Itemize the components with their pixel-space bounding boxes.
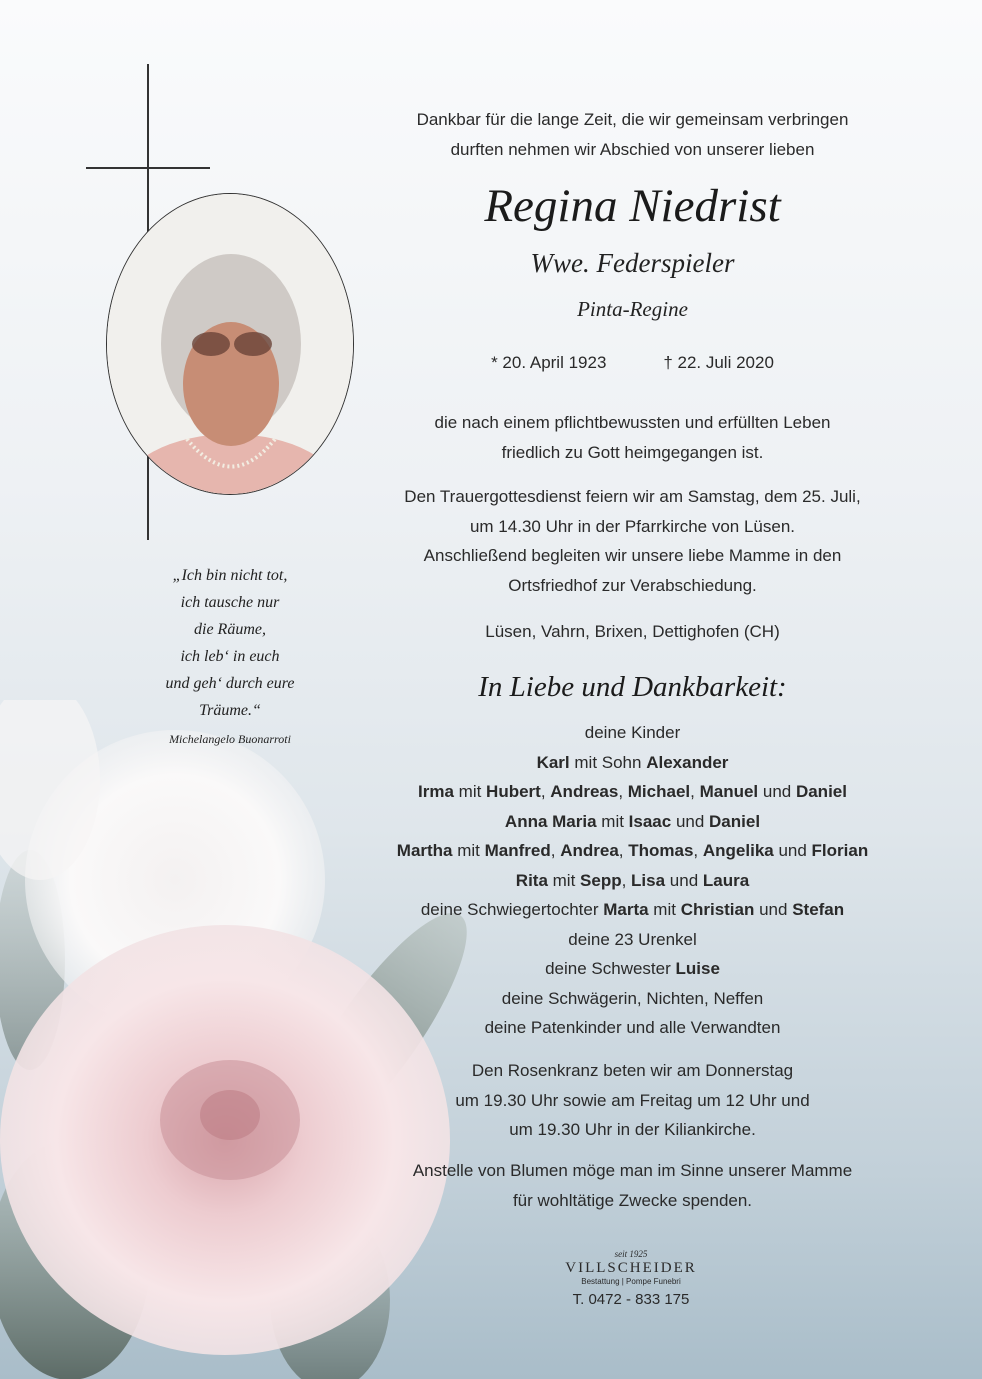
mourner-name: Sepp	[580, 870, 622, 890]
service-line: um 14.30 Uhr in der Pfarrkirche von Lüsen.	[469, 516, 796, 536]
quote-line: und geh‘ durch eure	[165, 675, 295, 692]
mourner-line	[385, 748, 880, 778]
rosary-line: um 19.30 Uhr in der Kiliankirche.	[509, 1120, 756, 1139]
funeral-home-since: seit 1925	[614, 1249, 648, 1259]
quote-line: Träume.“	[199, 702, 261, 719]
mourner-text: deine Patenkinder und alle Verwandten	[484, 1018, 781, 1037]
mourner-line	[385, 984, 880, 1014]
service-line: Ortsfriedhof zur Verabschiedung.	[508, 575, 757, 595]
mourner-name: Andreas	[550, 782, 619, 801]
mourner-text: und	[773, 841, 812, 860]
mourner-text: ,	[550, 841, 561, 860]
service-line: Anschließend begleiten wir unsere liebe Mamme in den	[423, 546, 842, 565]
passing-text	[385, 408, 880, 467]
mourner-text: ,	[540, 782, 551, 801]
birth-date: * 20. April 1923	[491, 353, 607, 372]
rosary-line: um 19.30 Uhr sowie am Freitag um 12 Uhr und	[455, 1090, 810, 1110]
funeral-home-phone: T. 0472 - 833 175	[572, 1291, 690, 1308]
quote-line: ich tausche nur	[180, 594, 280, 611]
mourner-text: ,	[621, 870, 632, 890]
death-date: † 22. Juli 2020	[663, 353, 774, 372]
deceased-name: Regina Niedrist	[484, 180, 781, 232]
mourners-list	[385, 718, 880, 1043]
mourner-name: Angelika	[702, 841, 774, 860]
mourner-name: Daniel	[709, 811, 761, 831]
service-line: Den Trauergottesdienst feiern wir am Samstag, dem 25. Juli,	[404, 487, 861, 506]
dates-row	[385, 348, 880, 378]
funeral-home-logo	[531, 1249, 731, 1311]
mourner-name: Anna Maria	[504, 811, 597, 831]
mourner-name: Stefan	[792, 900, 845, 919]
funeral-home-tagline: Bestattung | Pompe Funebri	[581, 1277, 681, 1286]
mourner-text: deine Schwester	[545, 959, 676, 978]
mourner-name: Manuel	[699, 782, 759, 801]
mourner-text: deine Schwägerin, Nichten, Neffen	[501, 988, 764, 1008]
widow-of: Wwe. Federspieler	[530, 248, 735, 278]
mourner-text: ,	[618, 782, 628, 801]
mourner-text: deine Schwiegertochter	[420, 900, 604, 919]
mourner-name: Lisa	[631, 870, 666, 890]
mourner-text: mit	[547, 870, 581, 890]
nickname-block	[385, 294, 880, 324]
service-text	[385, 482, 880, 600]
mourner-text: ,	[690, 782, 700, 801]
intro-line: Dankbar für die lange Zeit, die wir gemeinsam verbringen	[416, 110, 849, 129]
mourner-name: Daniel	[795, 782, 847, 801]
mourner-name: Christian	[680, 900, 755, 919]
portrait-photo	[106, 193, 354, 495]
mourner-name: Luise	[675, 959, 720, 978]
mourner-line	[385, 895, 880, 925]
funeral-home-name: VILLSCHEIDER	[565, 1260, 697, 1276]
mourner-text: und	[758, 782, 796, 801]
mourners-heading-block	[385, 668, 880, 706]
quote-line: ich leb‘ in euch	[180, 648, 280, 665]
intro-text	[385, 105, 880, 164]
mourner-text: mit	[452, 841, 485, 860]
mourner-name: Martha	[396, 841, 453, 860]
mourner-text: und	[665, 870, 703, 890]
mourner-line	[385, 925, 880, 955]
mourner-name: Marta	[603, 900, 649, 919]
quote-line: „Ich bin nicht tot,	[172, 567, 288, 584]
mourner-name: Alexander	[646, 752, 729, 772]
mourner-line	[385, 777, 880, 807]
quote-author: Michelangelo Buonarroti	[169, 732, 291, 746]
mourner-line	[385, 1013, 880, 1043]
places: Lüsen, Vahrn, Brixen, Dettighofen (CH)	[485, 622, 780, 641]
quote-block	[100, 562, 360, 750]
mourner-text: deine Kinder	[584, 723, 681, 742]
donation-line: Anstelle von Blumen möge man im Sinne unserer Mamme	[412, 1161, 853, 1180]
mourner-name: Irma	[418, 782, 454, 801]
mourner-name: Thomas	[628, 841, 694, 860]
mourner-text: mit	[648, 900, 681, 919]
mourner-name: Rita	[515, 870, 548, 890]
mourner-line	[385, 866, 880, 896]
cross-horizontal-line	[86, 167, 210, 169]
mourner-text: ,	[693, 841, 703, 860]
mourner-text: mit	[596, 811, 629, 831]
mourner-line	[385, 836, 880, 866]
mourner-text: ,	[618, 841, 629, 860]
mourner-name: Isaac	[628, 811, 672, 831]
portrait-illustration	[107, 194, 354, 495]
rosary-text	[385, 1056, 880, 1145]
mourner-name: Florian	[811, 841, 869, 860]
passing-line: friedlich zu Gott heimgegangen ist.	[501, 442, 764, 462]
nickname: Pinta-Regine	[577, 297, 688, 321]
widow-block	[385, 244, 880, 282]
rosary-line: Den Rosenkranz beten wir am Donnerstag	[471, 1061, 794, 1080]
mourner-text: deine 23 Urenkel	[568, 929, 697, 949]
mourner-name: Michael	[627, 782, 691, 801]
mourner-line	[385, 954, 880, 984]
places-block	[385, 617, 880, 647]
mourner-name: Laura	[702, 870, 750, 890]
quote-line: die Räume,	[194, 621, 266, 638]
mourner-line	[385, 718, 880, 748]
mourner-text: mit Sohn	[569, 752, 647, 772]
donation-text	[385, 1156, 880, 1215]
mourner-name: Andrea	[560, 841, 619, 860]
mourner-name: Hubert	[486, 782, 541, 801]
deceased-name-block	[385, 178, 880, 234]
mourner-text: und	[671, 811, 710, 831]
mourner-text: mit	[453, 782, 487, 801]
donation-line: für wohltätige Zwecke spenden.	[512, 1190, 753, 1210]
mourners-heading: In Liebe und Dankbarkeit:	[478, 671, 787, 703]
mourner-name: Karl	[536, 752, 570, 772]
passing-line: die nach einem pflichtbewussten und erfüllten Leben	[434, 413, 831, 432]
mourner-line	[385, 807, 880, 837]
mourner-name: Manfred	[484, 841, 551, 860]
intro-line: durften nehmen wir Abschied von unserer lieben	[450, 139, 815, 159]
mourner-text: und	[754, 900, 793, 919]
